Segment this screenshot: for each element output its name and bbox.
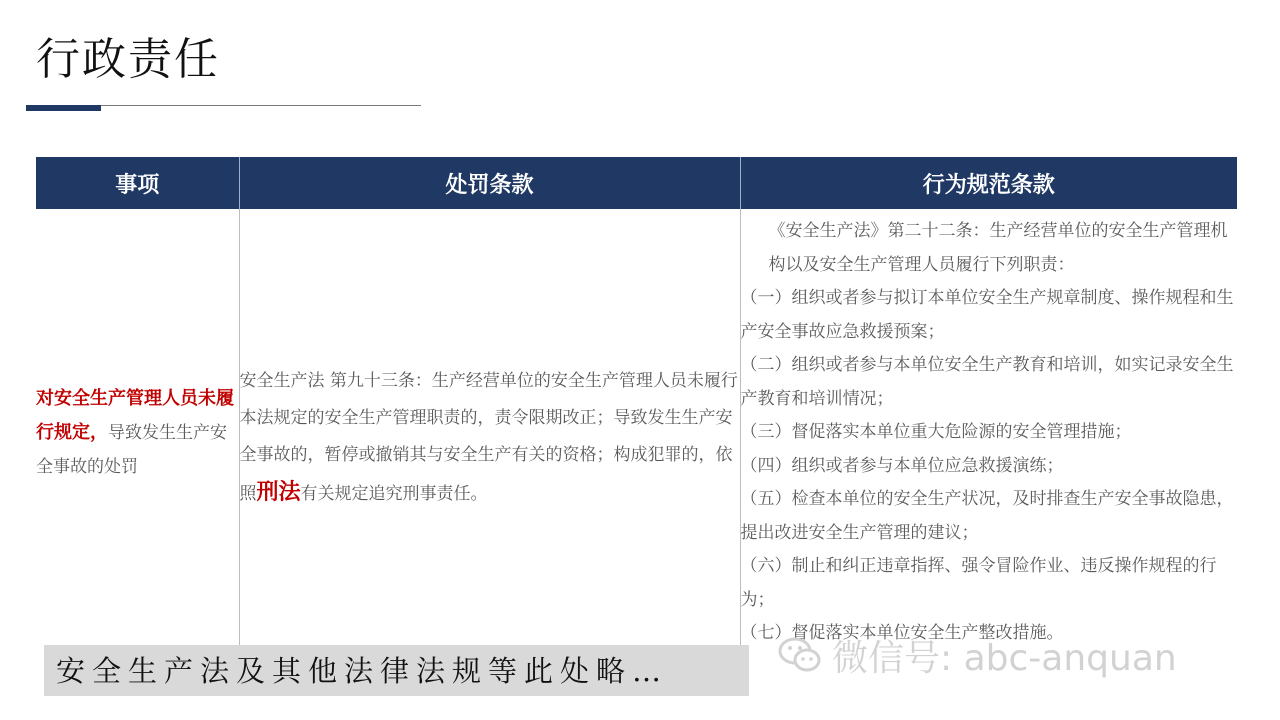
norm-item: （六）制止和纠正违章指挥、强令冒险作业、违反操作规程的行为； xyxy=(740,556,1217,610)
wechat-watermark xyxy=(776,628,1177,682)
penalty-cell xyxy=(239,209,740,647)
wechat-icon xyxy=(776,633,824,677)
norm-item: （一）组织或者参与拟订本单位安全生产规章制度、操作规程和生产安全事故应急救援预案； xyxy=(740,288,1234,342)
header-conduct-clause: 行为规范条款 xyxy=(740,157,1237,209)
penalty-law-highlight: 刑法 xyxy=(256,480,301,505)
footer-note-bar xyxy=(44,645,749,696)
norm-item: （三）督促落实本单位重大危险源的安全管理措施； xyxy=(740,422,1132,442)
norm-item: （七）督促落实本单位安全生产整改措施。 xyxy=(740,623,1064,643)
table-row xyxy=(36,209,1237,647)
matter-cell xyxy=(36,209,239,647)
conduct-cell xyxy=(740,209,1237,647)
table-header-row xyxy=(36,157,1237,209)
norm-intro: 《安全生产法》第二十二条：生产经营单位的安全生产管理机构以及安全生产管理人员履行下列职责： xyxy=(768,221,1228,275)
norm-item: （二）组织或者参与本单位安全生产教育和培训，如实记录安全生产教育和培训情况； xyxy=(740,355,1234,409)
norm-item: （五）检查本单位的安全生产状况，及时排查生产安全事故隐患，提出改进安全生产管理的建议； xyxy=(740,489,1234,543)
penalty-text-end: 有关规定追究刑事责任。 xyxy=(300,484,488,504)
header-matter: 事项 xyxy=(36,157,239,209)
header-penalty-clause: 处罚条款 xyxy=(239,157,740,209)
footer-note: 安全生产法及其他法律法规等此处略… xyxy=(56,654,669,688)
title-accent-bar xyxy=(26,105,101,111)
norm-item: （四）组织或者参与本单位应急救援演练； xyxy=(740,455,1064,476)
matter-text: 导致发生生产安全事故的处罚 xyxy=(36,423,227,477)
responsibility-table xyxy=(36,157,1237,647)
watermark-text: 微信号: abc-anquan xyxy=(832,637,1177,679)
page-title: 行政责任 xyxy=(36,34,220,85)
penalty-text: 安全生产法 第九十三条：生产经营单位的安全生产管理人员未履行本法规定的安全生产管理职责的，责令限期改正；导致发生生产安全事故的，暂停或撤销其与安全生产有关的资格；构成犯罪的，依照 xyxy=(239,371,738,504)
matter-highlight: 对安全生产管理人员未履行规定， xyxy=(36,388,234,443)
responsibility-table-container xyxy=(36,157,1237,647)
